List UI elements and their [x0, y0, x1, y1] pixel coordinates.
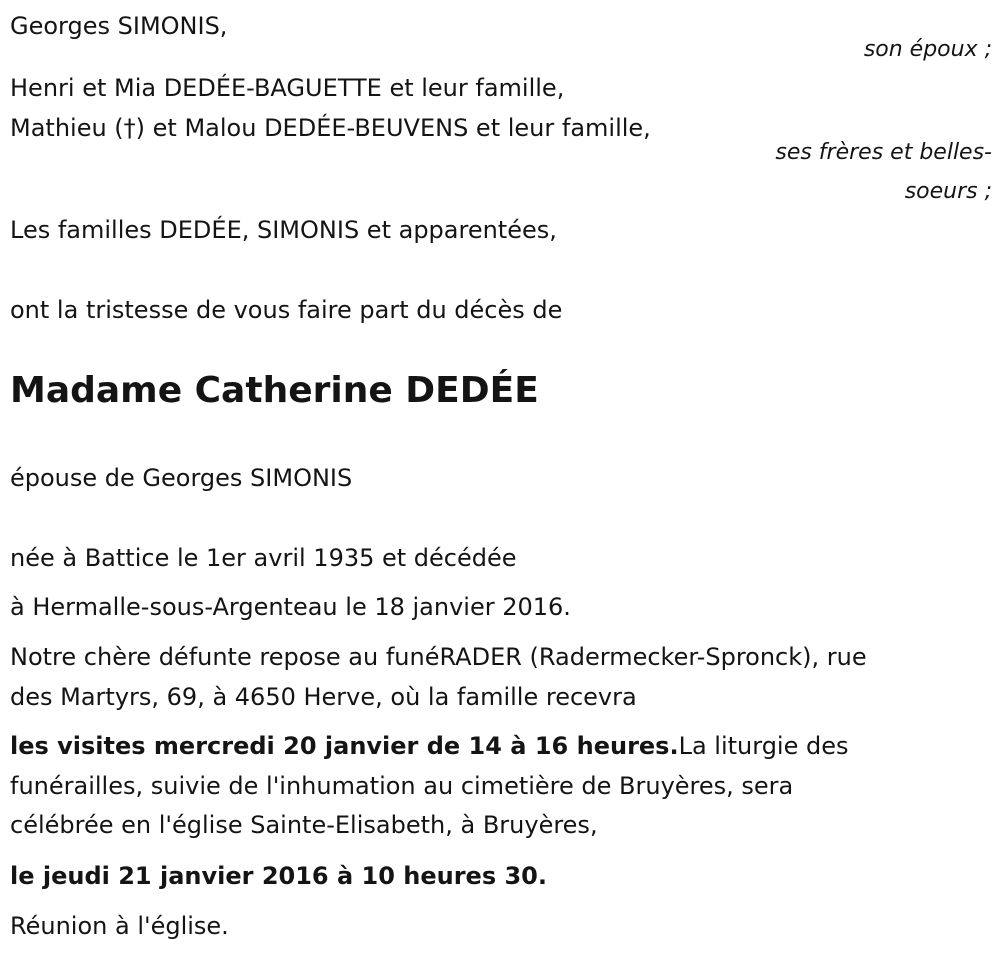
sibling-line-2	[10, 114, 651, 143]
liturgy-line-1: La liturgie des	[678, 732, 849, 760]
deceased-name: Madame Catherine DEDÉE	[10, 370, 539, 411]
born-died-line-1: née à Battice le 1er avril 1935 et décédée	[10, 544, 517, 572]
sibling-line-1: Henri et Mia DEDÉE-BAGUETTE et leur famille,	[10, 74, 565, 102]
announcement: ont la tristesse de vous faire part du décès de	[10, 296, 563, 324]
liturgy-line-2: funérailles, suivie de l'inhumation au cimetière de Bruyères, sera	[10, 772, 794, 800]
siblings-role-2: soeurs ;	[904, 179, 992, 204]
spouse-line: Georges SIMONIS,	[10, 12, 228, 40]
ceremony-date: le jeudi 21 janvier 2016 à 10 heures 30.	[10, 862, 547, 890]
siblings-role-1: ses frères et belles-	[775, 140, 992, 165]
repose-line-2: des Martyrs, 69, à 4650 Herve, où la famille recevra	[10, 683, 637, 711]
repose-line-1: Notre chère défunte repose au funéRADER (Radermecker-Spronck), rue	[10, 643, 867, 671]
spouse-role: son époux ;	[863, 37, 992, 62]
spouse-of: épouse de Georges SIMONIS	[10, 464, 353, 492]
born-died-line-2: à Hermalle-sous-Argenteau le 18 janvier 2016.	[10, 593, 571, 621]
sibling-line-2-start: Mathieu (	[10, 114, 124, 142]
meeting-line: Réunion à l'église.	[10, 912, 229, 940]
visits-bold: les visites mercredi 20 janvier de 14 à 16 heures.	[10, 732, 679, 760]
sibling-line-2-end: ) et Malou DEDÉE-BEUVENS et leur famille,	[135, 114, 651, 142]
visits-line	[10, 732, 849, 761]
cross-icon: †	[123, 114, 136, 142]
families-line: Les familles DEDÉE, SIMONIS et apparentées,	[10, 216, 557, 244]
liturgy-line-3: célébrée en l'église Sainte-Elisabeth, à Bruyères,	[10, 811, 598, 839]
